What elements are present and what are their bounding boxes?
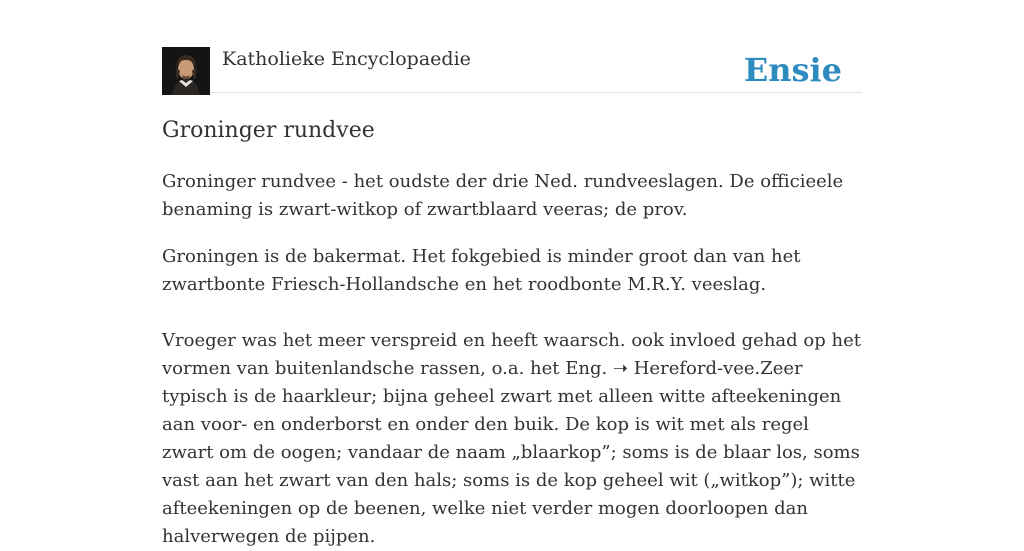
arrow-icon: ➝ bbox=[612, 358, 629, 379]
portrait-avatar-icon[interactable] bbox=[162, 47, 210, 95]
portrait-avatar-svg bbox=[162, 47, 210, 95]
header bbox=[162, 47, 862, 93]
article-content bbox=[162, 168, 862, 551]
paragraph-text: Vroeger was het meer verspreid en heeft waarsch. ook invloed gehad op het vormen van buitenlandsche rassen, o.a. het Eng. bbox=[162, 330, 861, 379]
source-name[interactable]: Katholieke Encyclopaedie bbox=[222, 48, 471, 70]
article-paragraph: Groningen is de bakermat. Het fokgebied is minder groot dan van het zwartbonte Friesch-Hollandsche en het roodbonte M.R.Y. veeslag. bbox=[162, 246, 801, 295]
article-title: Groninger rundvee bbox=[162, 118, 375, 143]
article-paragraph bbox=[162, 327, 862, 551]
paragraph-text: Hereford-vee.Zeer typisch is de haarkleur; bijna geheel zwart met alleen witte afteekeningen aan voor- en onderborst en onder den buik. De kop is wit met als regel zwart om de oogen; vandaar de naam „blaarkop”; soms is de blaar los, soms vast aan het zwart van den hals; soms is de kop geheel wit („witkop”); witte afteekeningen op de beenen, welke niet verder mogen doorloopen dan halverwegen de pijpen. bbox=[162, 358, 860, 547]
brand-logo-link[interactable]: Ensie bbox=[743, 51, 842, 89]
article-paragraph: Groninger rundvee - het oudste der drie Ned. rundveeslagen. De officieele benaming is zwart-witkop of zwartblaard veeras; de prov. bbox=[162, 171, 844, 220]
